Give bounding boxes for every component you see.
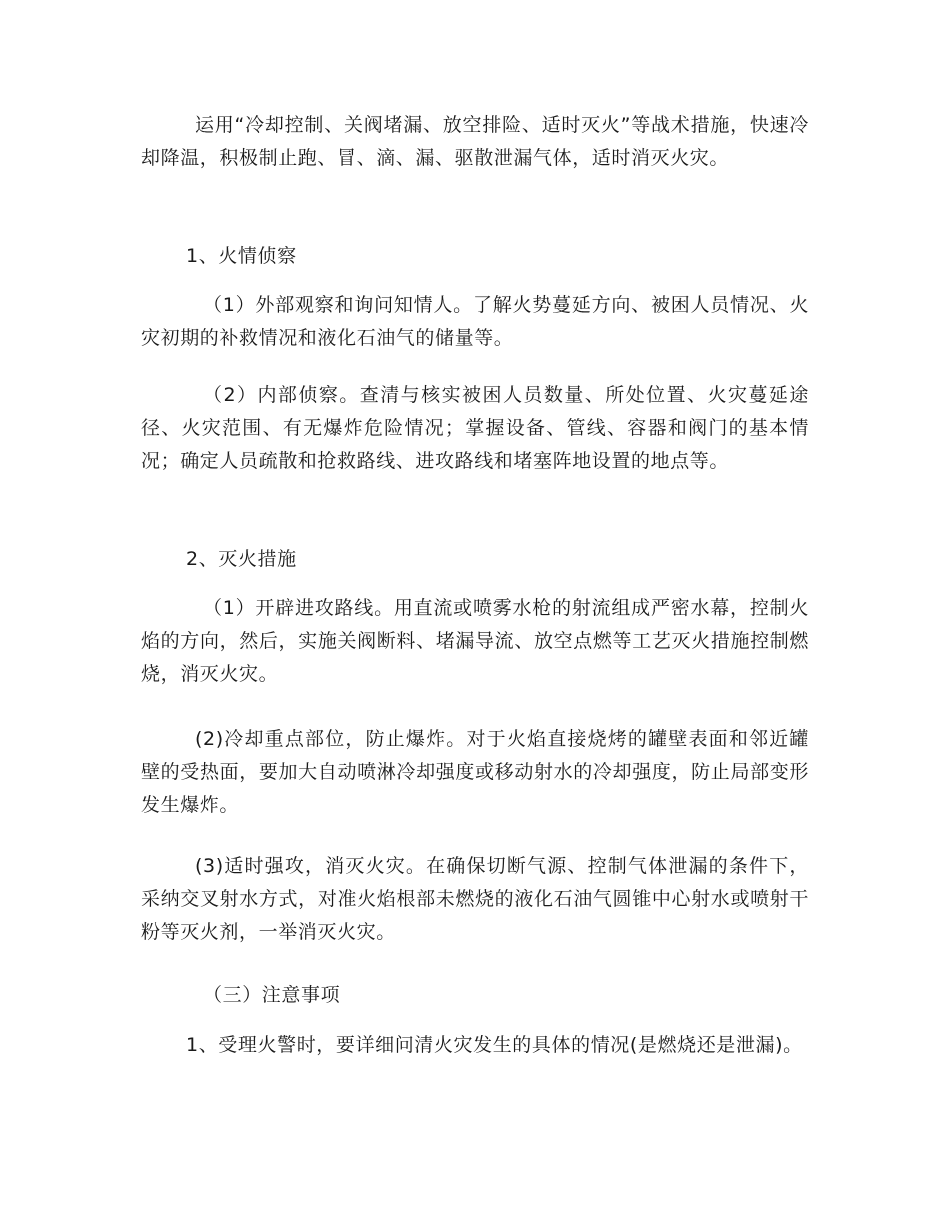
paragraph-external-observation: （1）外部观察和询问知情人。了解火势蔓延方向、被困人员情况、火灾初期的补救情况和液化石油气的储量等。 <box>141 294 809 349</box>
paragraph-internal-reconnaissance: （2）内部侦察。查清与核实被困人员数量、所处位置、火灾蔓延途径、火灾范围、有无爆炸危险情况；掌握设备、管线、容器和阀门的基本情况；确定人员疏散和抢救路线、进攻路线和堵塞阵地设置的地点等。 <box>141 384 809 472</box>
intro-paragraph: 运用“冷却控制、关阀堵漏、放空排险、适时灭火”等战术措施，快速冷却降温，积极制止跑、冒、滴、漏、驱散泄漏气体，适时消灭火灾。 <box>141 114 809 169</box>
section-heading-precautions: （三）注意事项 <box>203 984 341 1006</box>
section-heading-fire-reconnaissance: 1、火情侦察 <box>186 245 297 267</box>
paragraph-timely-assault: (3)适时强攻，消灭火灾。在确保切断气源、控制气体泄漏的条件下，采纳交叉射水方式，对准火焰根部未燃烧的液化石油气圆锥中心射水或喷射干粉等灭火剂，一举消灭火灾。 <box>141 855 809 943</box>
paragraph-receiving-fire-alarm: 1、受理火警时，要详细问清火灾发生的具体的情况(是燃烧还是泄漏)。 <box>186 1034 803 1056</box>
paragraph-cooling-key-parts: (2)冷却重点部位，防止爆炸。对于火焰直接烧烤的罐壁表面和邻近罐壁的受热面，要加大自动喷淋冷却强度或移动射水的冷却强度，防止局部变形发生爆炸。 <box>141 728 809 816</box>
section-heading-extinguishing-measures: 2、灭火措施 <box>186 548 297 570</box>
paragraph-attack-route: （1）开辟进攻路线。用直流或喷雾水枪的射流组成严密水幕，控制火焰的方向，然后，实施关阀断料、堵漏导流、放空点燃等工艺灭火措施控制燃烧，消灭火灾。 <box>141 597 809 685</box>
